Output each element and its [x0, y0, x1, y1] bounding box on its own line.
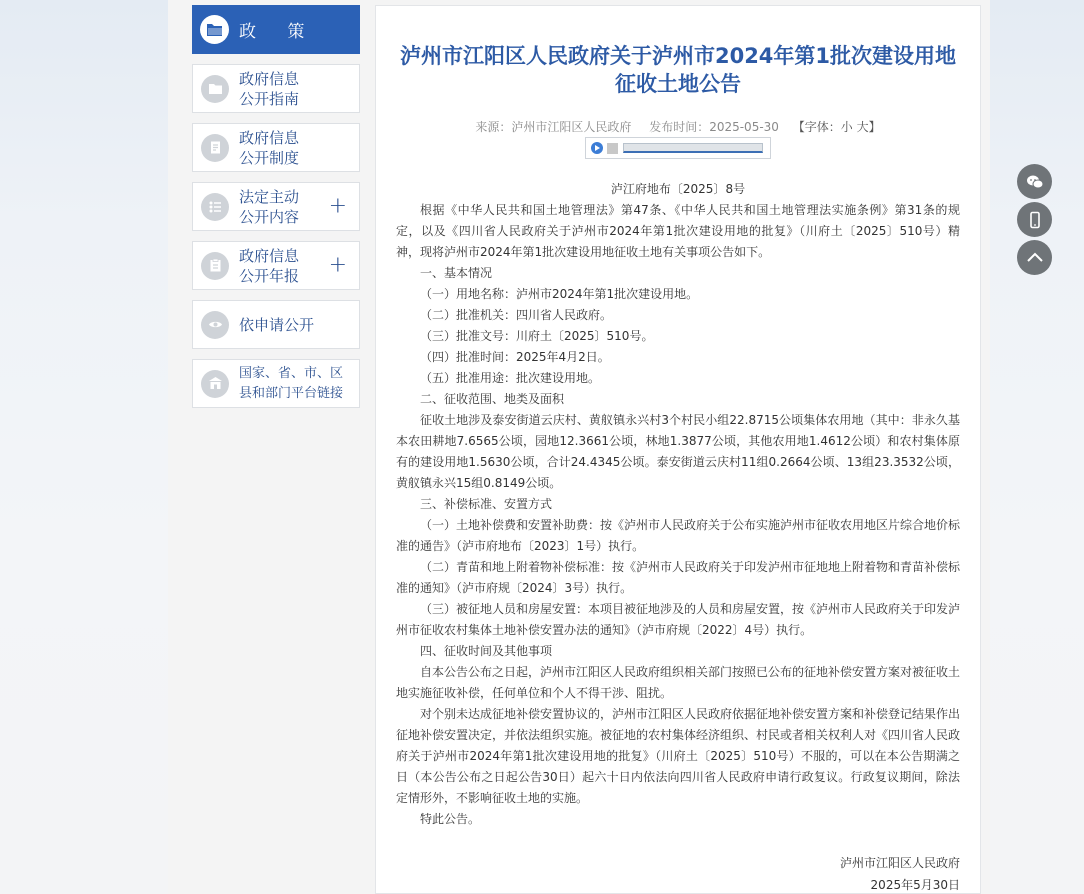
section-heading: 三、补偿标准、安置方式: [420, 497, 553, 511]
sidebar-item-label: 法定主动 公开内容: [239, 187, 300, 226]
article-publish-time: 发布时间：2025-05-30: [649, 120, 779, 134]
section-heading: 一、基本情况: [420, 266, 493, 280]
font-small-button[interactable]: 小: [840, 120, 853, 134]
signature-org: 泸州市江阳区人民政府: [839, 856, 960, 870]
wechat-button[interactable]: [1017, 164, 1052, 199]
building-icon: [201, 370, 229, 398]
audio-progress-bar[interactable]: [623, 143, 763, 153]
back-to-top-icon: [1025, 248, 1045, 268]
mobile-button[interactable]: [1017, 202, 1052, 237]
folder-icon: [200, 15, 229, 44]
sidebar-item-platform-links[interactable]: [192, 359, 360, 408]
font-large-button[interactable]: 大: [856, 120, 869, 134]
list-icon: [201, 193, 229, 221]
signature-date: 2025年5月30日: [870, 878, 960, 892]
paragraph: （四）批准时间：2025年4月2日。: [420, 350, 610, 364]
expand-plus-icon[interactable]: +: [328, 193, 347, 219]
article-title: 泸州市江阳区人民政府关于泸州市2024年第1批次建设用地征收土地公告: [399, 44, 957, 96]
paragraph: 征收土地涉及泰安街道云庆村、黄舣镇永兴村3个村民小组22.8715公顷集体农用地（其中：非永久基本农田耕地7.6565公顷，园地12.3661公顷，林地1.3877公顷，其他农用地1.4612公顷）和农村集体原有的建设用地1.5630公顷，合计24.4345公顷。泰安街道云庆村11组0.2664公顷、13组23.3532公顷，黄舣镇永兴15组0.8149公顷。: [396, 413, 960, 490]
sidebar-item-label: 政府信息 公开指南: [239, 69, 300, 108]
signature: [840, 852, 960, 894]
font-size-switch: 【字体：小 大】: [792, 120, 881, 134]
paragraph: 根据《中华人民共和国土地管理法》第47条、《中华人民共和国土地管理法实施条例》第31条的规定，以及《四川省人民政府关于泸州市2024年第1批次建设用地的批复》（川府土〔2025〕510号）精神，现将泸州市2024年第1批次建设用地征收土地有关事项公告如下。: [396, 203, 960, 259]
report-icon: [201, 252, 229, 280]
paragraph: （五）批准用途：批次建设用地。: [420, 371, 601, 385]
paragraph: （二）青苗和地上附着物补偿标准：按《泸州市人民政府关于印发泸州市征地地上附着物和青苗补偿标准的通知》（泸市府规〔2024〕3号）执行。: [396, 560, 961, 595]
sidebar-item-guide[interactable]: [192, 64, 360, 113]
section-heading: 二、征收范围、地类及面积: [420, 392, 565, 406]
paragraph: （一）用地名称：泸州市2024年第1批次建设用地。: [420, 287, 699, 301]
sidebar-item-statutory-content[interactable]: [192, 182, 360, 231]
article-meta: [376, 118, 980, 135]
audio-player: [585, 137, 771, 159]
stop-icon[interactable]: [607, 143, 618, 154]
play-icon[interactable]: [591, 142, 603, 154]
sidebar-item-annual-report[interactable]: [192, 241, 360, 290]
paragraph: （一）土地补偿费和安置补助费：按《泸州市人民政府关于公布实施泸州市征收农用地区片综合地价标准的通告》（泸市府地布〔2023〕1号）执行。: [396, 518, 961, 553]
sidebar: [192, 5, 360, 408]
sidebar-header[interactable]: [192, 5, 360, 54]
article-panel: [375, 5, 981, 894]
sidebar-item-system[interactable]: [192, 123, 360, 172]
paragraph: （二）批准机关：四川省人民政府。: [420, 308, 613, 322]
paragraph: 对个别未达成征地补偿安置协议的，泸州市江阳区人民政府依据征地补偿安置方案和补偿登记结果作出征地补偿安置决定，并依法组织实施。被征地的农村集体经济组织、村民或者相关权利人对《四川省人民政府关于泸州市2024年第1批次建设用地的批复》（川府土〔2025〕510号）不服的，可以在本公告期满之日（本公告公布之日起公告30日）起六十日内依法向四川省人民政府申请行政复议。行政复议期间，除法定情形外，不影响征收土地的实施。: [396, 707, 961, 805]
paragraph: （三）被征地人员和房屋安置：本项目被征地涉及的人员和房屋安置，按《泸州市人民政府关于印发泸州市征收农村集体土地补偿安置办法的通知》（泸市府规〔2022〕4号）执行。: [396, 602, 961, 637]
mobile-icon: [1025, 210, 1045, 230]
article-source: 来源：泸州市江阳区人民政府: [475, 120, 632, 134]
sidebar-item-label: 依申请公开: [239, 315, 315, 334]
sidebar-item-label: 国家、省、市、区 县和部门平台链接: [239, 365, 344, 401]
paragraph: （三）批准文号：川府土〔2025〕510号。: [420, 329, 654, 343]
expand-plus-icon[interactable]: +: [328, 252, 347, 278]
back-to-top-button[interactable]: [1017, 240, 1052, 275]
sidebar-header-label: 政 策: [239, 22, 307, 42]
folder-icon: [201, 75, 229, 103]
paragraph: 自本公告公布之日起，泸州市江阳区人民政府组织相关部门按照已公布的征地补偿安置方案对被征收土地实施征收补偿，任何单位和个人不得干涉、阻扰。: [396, 665, 961, 700]
document-number: 泸江府地布〔2025〕8号: [610, 182, 746, 196]
sidebar-item-label: 政府信息 公开年报: [239, 246, 300, 285]
sidebar-item-apply-disclosure[interactable]: [192, 300, 360, 349]
sidebar-item-label: 政府信息 公开制度: [239, 128, 300, 167]
section-heading: 四、征收时间及其他事项: [420, 644, 553, 658]
document-icon: [201, 134, 229, 162]
article-body: [396, 179, 960, 830]
wechat-icon: [1025, 172, 1045, 192]
eye-icon: [201, 311, 229, 339]
paragraph: 特此公告。: [420, 812, 481, 826]
